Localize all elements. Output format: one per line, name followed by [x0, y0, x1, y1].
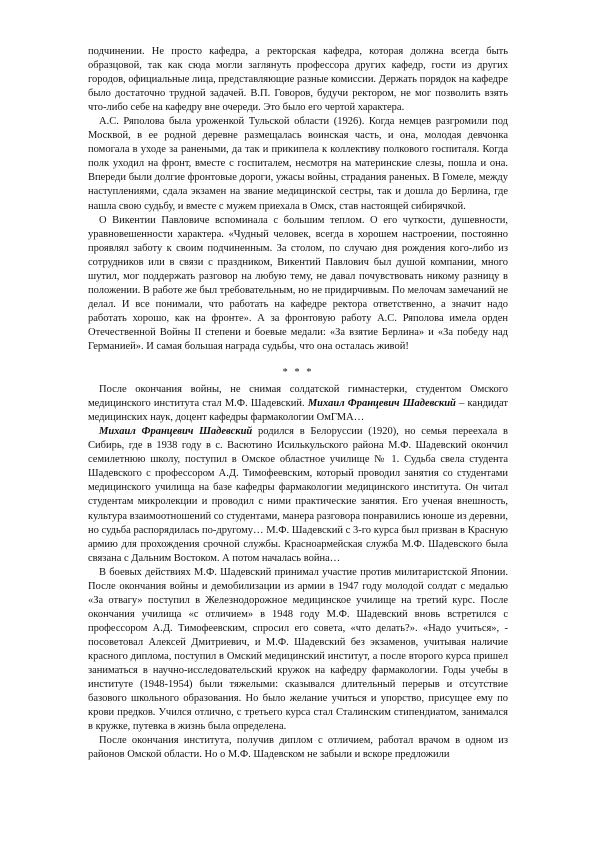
paragraph-shadevsky-war: В боевых действиях М.Ф. Шадевский принимал участие против милитаристской Японии. После окончания войны и демобилизации из армии в 1947 году молодой солдат с медалью «За отвагу» поступил в Железнодорожное медицинское училище на третий курс. После окончания училища «с отличием» в 1948 году М.Ф. Шадевский вновь встретился с профессором А.Д. Тимофеевским, спросил его совета, «что делать?». «Надо учиться», - посоветовал Алексей Дмитриевич, и М.Ф. Шадевский без экзаменов, учитывая наличие красного диплома, поступил в Омский медицинский институт, а после второго курса пришел заниматься в научно-исследовательский кружок на кафедру фармакологии. Годы учебы в институте (1948-1954) были тяжелыми: сказывался длительный перерыв и отсутствие базового школьного образования. Но было желание учиться и упорство, присущее ему по крови предков. Учился отлично, с третьего курса стал Сталинским стипендиатом, занимался в кружке, путевка в жизнь была определена. — [88, 566, 508, 733]
paragraph-shadevsky-bio — [88, 425, 508, 565]
paragraph-shadevsky-career: После окончания института, получив диплом с отличием, работал врачом в одном из районов Омской области. Но о М.Ф. Шадевском не забыли и вскоре предложили — [88, 735, 508, 761]
intro-text: После окончания войны, не снимая солдатской гимнастерки, студентом Омского медицинского института стал М.Ф. Шадевский. — [88, 384, 508, 410]
person-name-emphasis: Михаил Францевич Шадевский — [99, 426, 253, 438]
section-divider: * * * — [282, 367, 314, 379]
document-body — [88, 45, 508, 762]
bio-text: родился в Белоруссии (1920), но семья переехала в Сибирь, где в 1938 году в с. Васютино Исилькульского района М.Ф. Шадевский окончил семилетнюю школу, поступил в Омское областное училище № 1. Судьба свела студента Шадевского с профессором А.Д. Тимофеевским, который проводил занятия со студентами медицинского училища на базе кафедры фармакологии медицинского института. Он читал студентам микролекции и проводил с ними практические занятия. Его ученая внешность, культура взаимоотношений со студентами, манера разговора понравились юноше из деревни, но судьба распорядилась по-другому… М.Ф. Шадевский с 3-го курса был призван в Красную армию для прохождения срочной службы. Красноармейская служба М.Ф. Шадевского была связана с Дальним Востоком. А потом началась война… — [88, 426, 508, 564]
paragraph-continuation: подчинении. Не просто кафедра, а ректорская кафедра, которая должна всегда быть образцовой, так как сюда могли заглянуть профессора других кафедр, гости из других городов, официальные лица, представляющие разные комиссии. Держать порядок на кафедре было достаточно трудной задачей. В.П. Говоров, будучи ректором, не мог позволить взять что-либо себе на кафедру вне очереди. Это было его чертой характера. — [88, 46, 508, 114]
person-name-emphasis: Михаил Францевич Шадевский — [307, 398, 456, 410]
paragraph-ryapolova-bio: А.С. Ряполова была уроженкой Тульской области (1926). Когда немцев разгромили под Москвой, в ее родной деревне размещалась воинская часть, и она, молодая девчонка помогала в уходе за ранеными, да так и прикипела к коллективу полкового госпиталя. Когда полк уходил на фронт, вместе с госпиталем, несмотря на материнские слезы, пошла и она. Впереди были долгие фронтовые дороги, ужасы войны, страдания раненых. В Гомеле, между наступлениями, сдала экзамен на звание медицинской сестры, так и дошла до Берлина, где нашла свою судьбу, и вместе с мужем приехала в Омск, став настоящей сибирячкой. — [88, 116, 508, 212]
paragraph-shadevsky-intro — [88, 383, 508, 425]
paragraph-ryapolova-memories: О Викентии Павловиче вспоминала с большим теплом. О его чуткости, душевности, уравновешенности характера. «Чудный человек, всегда в хорошем настроении, постоянно проявлял заботу к своим подчиненным. За столом, по случаю дня рождения кого-либо из сотрудников или в связи с праздником, Викентий Павлович был душой компании, много шутил, мог поддержать разговор на любую тему, не давал почувствовать никому разницу в положении. В работе же был требовательным, но не придирчивым. По мелочам замечаний не делал. И все понимали, что работать на кафедре ректора ответственно, а значит надо работать хорошо, как на фронте». А за фронтовую работу А.С. Ряполова имела орден Отечественной Войны II степени и боевые медали: «За взятие Берлина» и «За победу над Германией». И самая большая награда судьбы, что она осталась живой! — [88, 214, 508, 352]
intro-title-text: – кандидат медицинских наук, доцент кафедры фармакологии ОмГМА… — [88, 398, 508, 424]
